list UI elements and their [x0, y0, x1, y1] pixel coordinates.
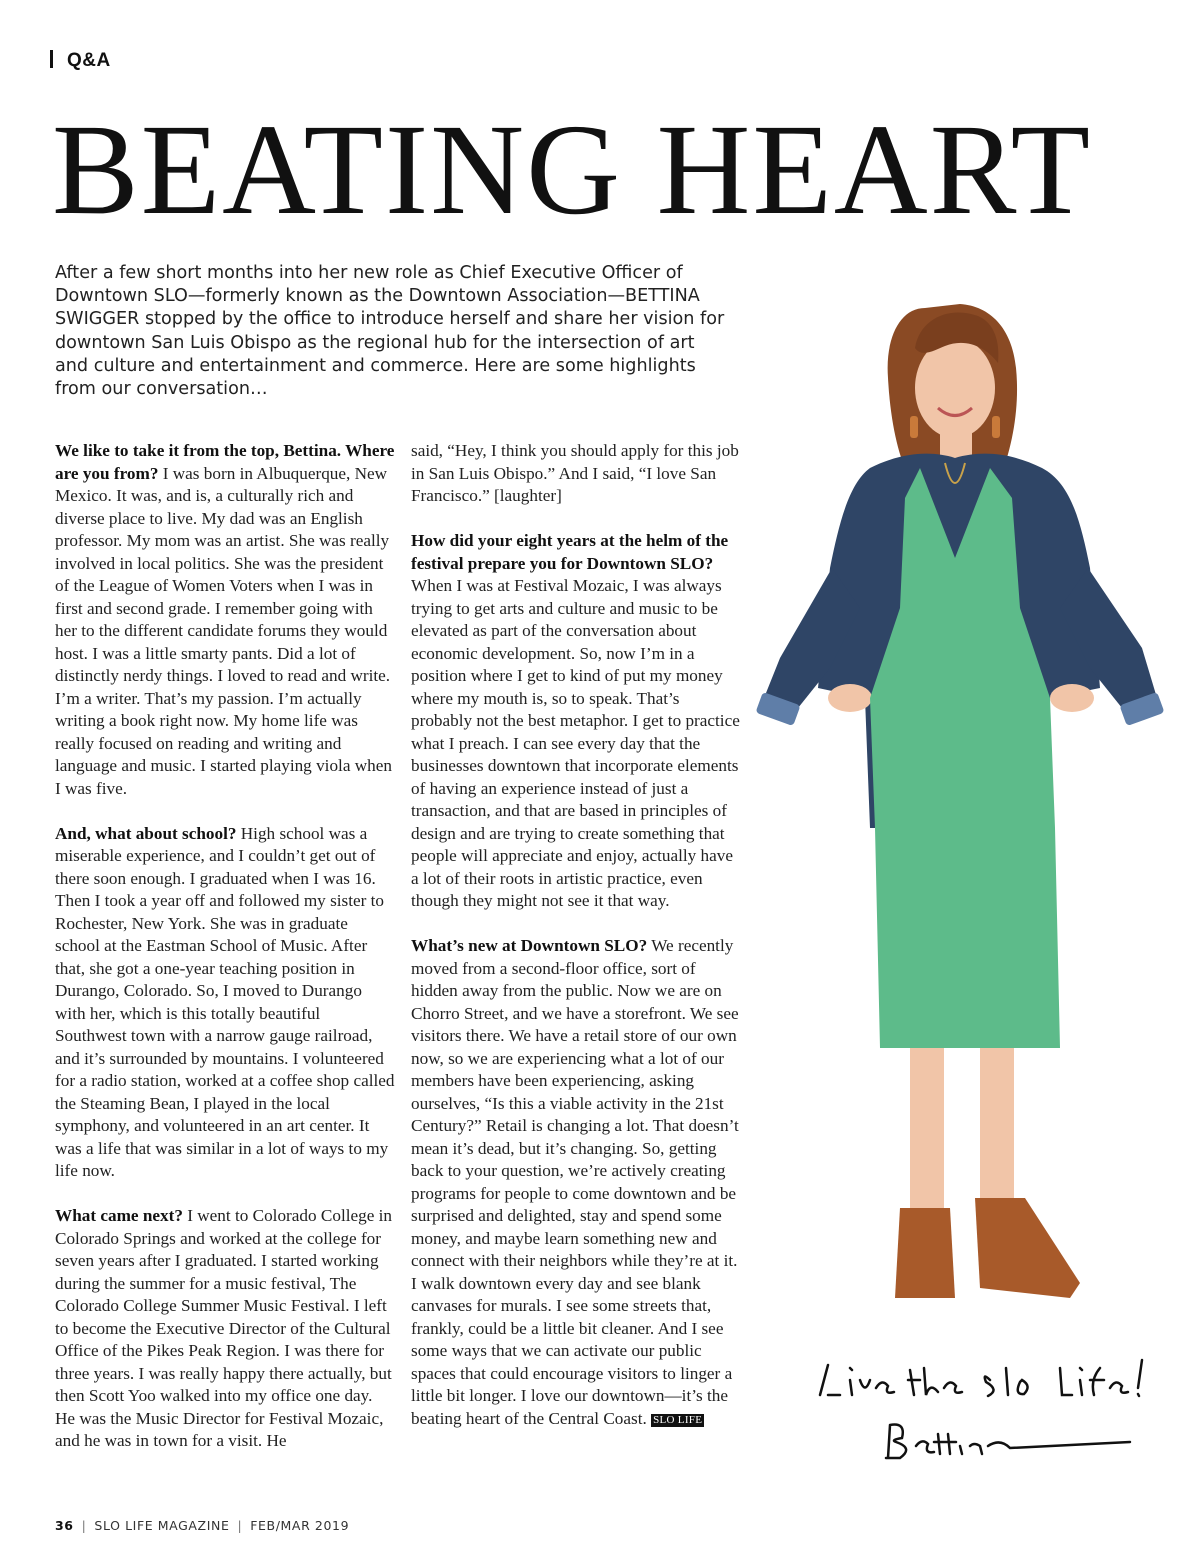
qa-block	[411, 935, 744, 1430]
page-number: 36	[55, 1518, 74, 1533]
answer-continued: said, “Hey, I think you should apply for this job in San Luis Obispo.” And I said, “I love San Francisco.” [laughter]	[411, 441, 739, 505]
qa-block	[55, 823, 395, 1183]
issue-date: FEB/MAR 2019	[250, 1518, 350, 1533]
question: And, what about school?	[55, 823, 237, 843]
headline: BEATING HEART	[52, 98, 1093, 242]
question: How did your eight years at the helm of the festival prepare you for Downtown SLO?	[411, 531, 729, 573]
section-divider	[50, 50, 53, 68]
qa-block	[55, 1205, 395, 1453]
intro-text: After a few short months into her new role as Chief Executive Officer of Downtown SLO—formerly known as the Downtown Association—BETTINA SWIGGER stopped by the office to introduce herself and share her vision for downtown San Luis Obispo as the regional hub for the intersection of art and culture and entertainment and commerce. Here are some highlights from our conversation…	[55, 263, 725, 400]
footer-separator: |	[237, 1518, 243, 1533]
question: What’s new at Downtown SLO?	[411, 936, 648, 955]
answer: High school was a miserable experience, and I couldn’t get out of there soon enough. I graduated when I was 16. Then I took a year off and followed my sister to Rochester, New York. She was in graduate school at the Eastman School of Music. After that, she got a one-year teaching position in Durango, Colorado. So, I moved to Durango with her, which is this totally beautiful Southwest town with a narrow gauge railroad, and it’s surrounded by mountains. I volunteered for a radio station, worked at a coffee shop called the Steaming Bean, I played in the local symphony, and volunteered in an art center. It was a life that was similar in a lot of ways to my life now.	[55, 823, 395, 1180]
article-column-1	[55, 440, 395, 1475]
end-mark: SLO LIFE	[653, 1413, 703, 1426]
answer: I went to Colorado College in Colorado Springs and worked at the college for seven years after I graduated. I started working during the summer for a music festival, The Colorado College Summer Music Festival. I left to become the Executive Director of the Cultural Office of the Pikes Peak Region. I was there for three years. I was really happy there actually, but then Scott Yoo walked into my office one day. He was the Music Director for Festival Mozaic, and he was in town for a visit. He	[55, 1206, 393, 1450]
page-footer	[55, 1518, 349, 1533]
answer: When I was at Festival Mozaic, I was always trying to get arts and culture and music to be elevated as part of the conversation about economic development. So, now I’m in a position where I get to kind of put my money where my mouth is, so to speak. That’s probably not the best metaphor. I get to practice what I preach. I can see every day that the businesses downtown that incorporate elements of having an experience instead of just a transaction, and that are based in principles of design and are trying to create something that people will appreciate and enjoy, actually have a lot of their roots in artistic practice, even though they might not see it that way.	[411, 576, 740, 910]
section-tag	[50, 50, 111, 72]
intro-paragraph	[55, 262, 725, 401]
footer-separator: |	[81, 1518, 87, 1533]
question: What came next?	[55, 1206, 183, 1225]
handwritten-signature	[810, 1350, 1170, 1470]
article-column-2	[411, 440, 744, 1453]
answer: I was born in Albuquerque, New Mexico. It was, and is, a culturally rich and diverse place to live. My dad was an English professor. My mom was an artist. She was really involved in local politics. She was the president of the League of Women Voters when I was in first and second grade. I remember going with her to the different candidate forums they would host. I was a little smarty pants. Did a lot of distinctly nerdy things. I loved to read and write. I’m a writer. That’s my passion. I’m actually writing a book right now. My home life was really focused on reading and writing and language and music. I started playing viola when I was five.	[55, 463, 392, 798]
section-label: Q&A	[67, 50, 111, 71]
qa-block	[411, 530, 744, 913]
portrait-photo	[750, 268, 1170, 1328]
publication-name: SLO LIFE MAGAZINE	[94, 1518, 230, 1533]
answer: We recently moved from a second-floor office, sort of hidden away from the public. Now we are on Chorro Street, and we have a storefront. We see visitors there. We have a retail store of our own now, so we are experiencing what a lot of our members have been experiencing, asking ourselves, “Is this a viable activity in the 21st Century?” Retail is changing a lot. That doesn’t mean it’s dead, but it’s changing. So, getting back to your question, we’re actively creating programs for people to come downtown and be surprised and delighted, stay and spend some money, and maybe learn something new and connect with their neighbors while they’re at it. I walk downtown every day and see blank canvases for murals. I see some streets that, frankly, could be a little bit cleaner. And I see some ways that we can activate our public spaces that could encourage visitors to linger a little bit longer. I love our downtown—it’s the beating heart of the Central Coast.	[411, 936, 739, 1428]
qa-block	[411, 440, 744, 508]
question: We like to take it from the top, Bettina. Where are you from?	[55, 441, 395, 483]
qa-block	[55, 440, 395, 800]
